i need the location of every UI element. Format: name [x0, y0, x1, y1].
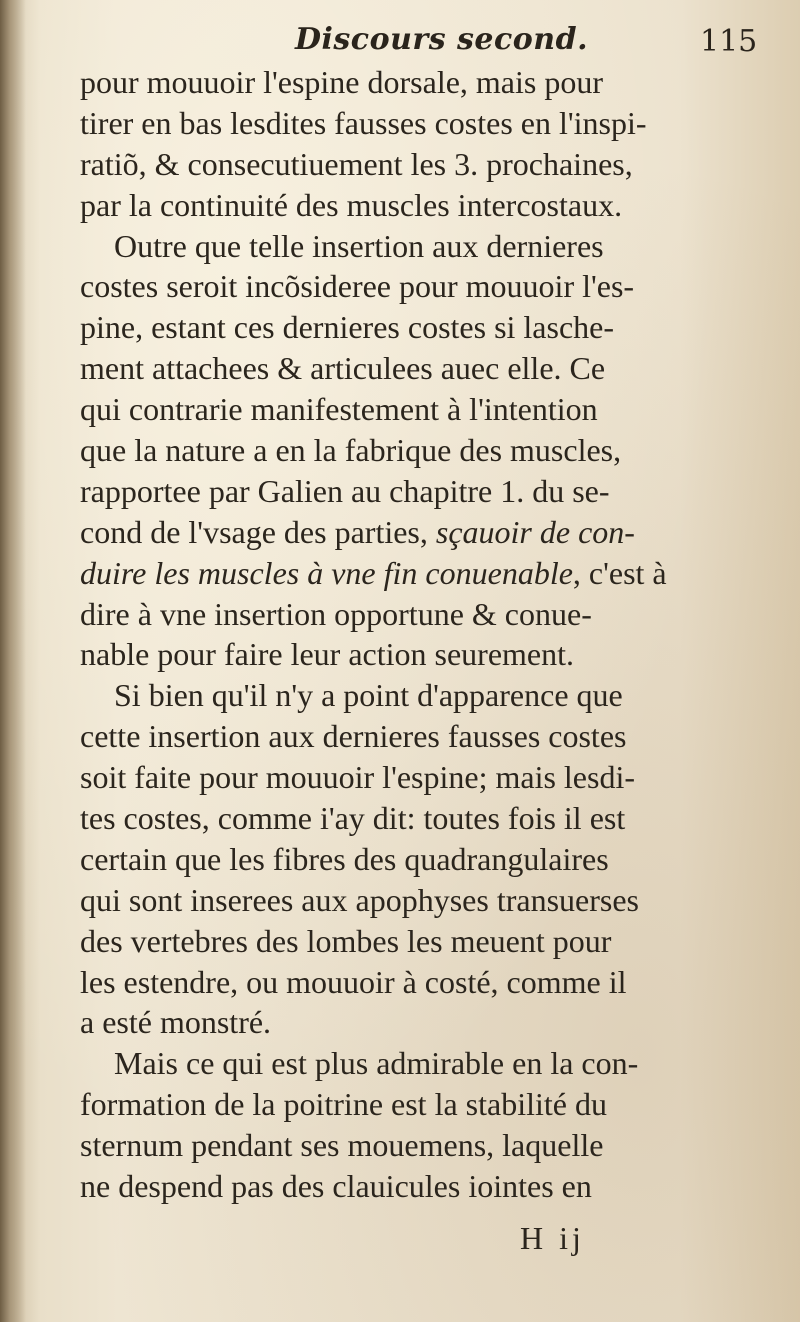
running-head: Discours second. [295, 22, 589, 57]
text-line-21: qui sont inserees aux apophyses transuerses [80, 881, 639, 918]
text-line-11: rapportee par Galien au chapitre 1. du se- [80, 472, 610, 509]
text-line-19: tes costes, comme i'ay dit: toutes fois il est [80, 800, 626, 837]
text-line-23: les estendre, ou mouuoir à costé, comme il [80, 963, 627, 1000]
text-line-14: dire à vne insertion opportune & conue- [80, 595, 592, 632]
text-line-17: cette insertion aux dernieres fausses costes [80, 718, 627, 755]
text-line-24: a esté monstré. [80, 1004, 272, 1041]
text-line-4: par la continuité des muscles intercostaux. [80, 186, 623, 223]
text-line-22: des vertebres des lombes les meuent pour [80, 922, 612, 959]
page-number: 115 [700, 24, 758, 59]
text-line-20: certain que les fibres des quadrangulaires [80, 840, 609, 877]
text-line-26: formation de la poitrine est la stabilité du [80, 1086, 607, 1123]
text-line-27: sternum pendant ses mouemens, laquelle [80, 1127, 604, 1164]
body-text [80, 62, 770, 1207]
text-line-15: nable pour faire leur action seurement. [80, 636, 574, 673]
quoted-galien-1: sçauoir de con- [435, 513, 635, 550]
text-line-3: ratiõ, & consecutiuement les 3. prochaines, [80, 145, 633, 182]
text-line-25: Mais ce qui est plus admirable en la con- [114, 1045, 639, 1082]
text-line-18: soit faite pour mouuoir l'espine; mais lesdi- [80, 759, 635, 796]
signature-mark: H ij [520, 1220, 585, 1256]
text-line-2: tirer en bas lesdites fausses costes en l'inspi- [80, 104, 647, 141]
text-line-5: Outre que telle insertion aux dernieres [114, 227, 604, 264]
page-gutter-shadow [0, 0, 26, 1322]
text-line-8: ment attachees & articulees auec elle. Ce [80, 350, 606, 387]
text-line-16: Si bien qu'il n'y a point d'apparence que [114, 677, 623, 714]
text-line-7: pine, estant ces dernieres costes si lasche- [80, 309, 615, 346]
text-line-1: pour mouuoir l'espine dorsale, mais pour [80, 64, 603, 100]
text-line-6: costes seroit incõsideree pour mouuoir l'es- [80, 268, 635, 305]
text-line-9: qui contrarie manifestement à l'intention [80, 391, 598, 428]
quoted-galien-2: duire les muscles à vne fin conuenable [80, 554, 573, 591]
text-line-28: ne despend pas des clauicules iointes en [80, 1168, 592, 1205]
page-header [0, 14, 800, 64]
text-line-12: cond de l'vsage des parties, sçauoir de con- [80, 513, 635, 550]
text-line-10: que la nature a en la fabrique des muscles, [80, 432, 622, 469]
page-footer [0, 1220, 800, 1270]
text-line-13: duire les muscles à vne fin conuenable, c'est à [80, 554, 667, 591]
